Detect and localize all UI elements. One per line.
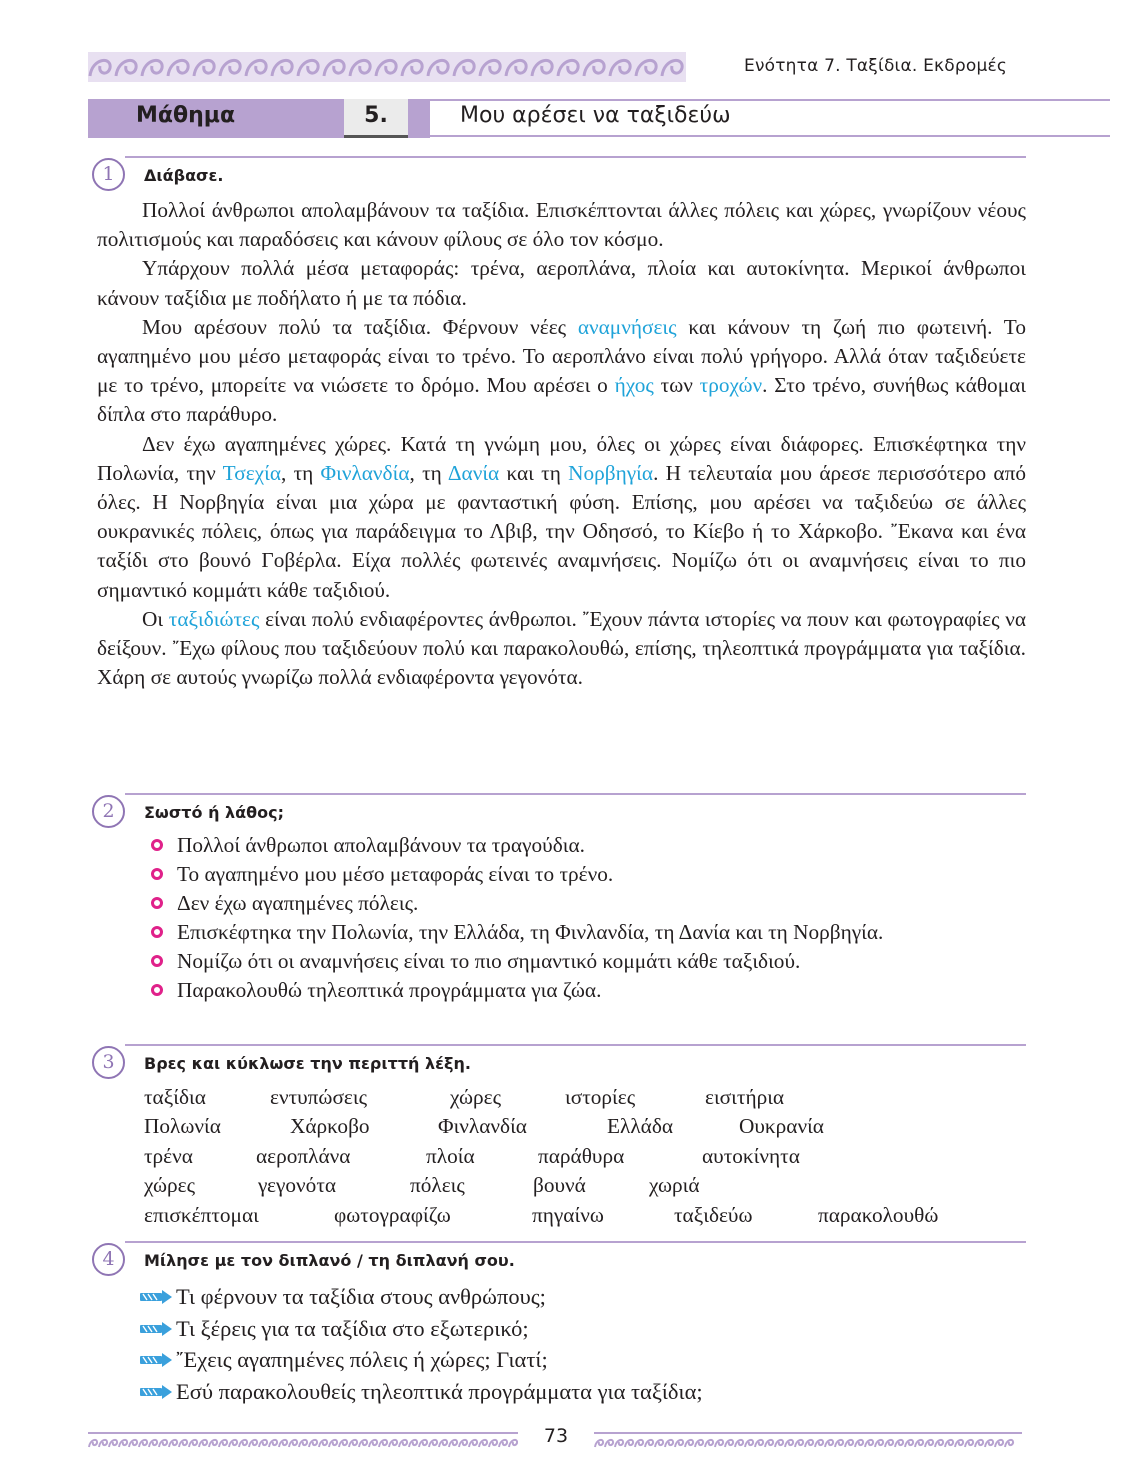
- exercise-title: Μίλησε με τον διπλανό / τη διπλανή σου.: [144, 1251, 515, 1270]
- statement-text: Παρακολουθώ τηλεοπτικά προγράμματα για ζώα.: [177, 978, 602, 1002]
- exercise-title: Σωστό ή λάθος;: [144, 803, 285, 822]
- list-item: [147, 889, 1026, 918]
- highlighted-word: Φινλανδία: [320, 460, 410, 485]
- word-item[interactable]: ιστορίες: [565, 1085, 636, 1109]
- exercise-4-header: [92, 1241, 1026, 1277]
- bullet-icon: [151, 926, 163, 938]
- lesson-label: Μάθημα: [136, 103, 236, 128]
- text-run: Οι: [142, 606, 169, 631]
- exercise-rule: [125, 156, 1026, 158]
- lesson-title: Μου αρέσει να ταξιδεύω: [460, 103, 731, 128]
- lesson-rule-top: [430, 99, 1110, 101]
- pencil-arrow-icon: [138, 1385, 172, 1399]
- word-item[interactable]: ταξιδεύω: [674, 1203, 753, 1227]
- statement-text: Επισκέφτηκα την Πολωνία, την Ελλάδα, τη Φινλανδία, τη Δανία και τη Νορβηγία.: [177, 920, 884, 944]
- discussion-questions: [138, 1281, 703, 1407]
- exercise-3-header: [92, 1044, 1026, 1080]
- text-run: των: [653, 373, 700, 398]
- list-item: [147, 860, 1026, 889]
- list-item: [147, 918, 1026, 947]
- question-text: Τι ξέρεις για τα ταξίδια στο εξωτερικό;: [176, 1315, 529, 1341]
- word-item[interactable]: Χάρκοβο: [290, 1114, 370, 1138]
- lesson-number: 5.: [364, 103, 388, 128]
- text-run: και κάνουν τη ζωή πιο φωτεινή. Το αγαπημένο μου μέσο μεταφοράς είναι το τρένο. Το αεροπλάνο είναι πολύ γρήγορο. Αλλά όταν ταξιδεύετε με το τρένο, μπορείτε να νιώσετε το δρόμο. Μου αρέσει ο: [97, 314, 1026, 398]
- lesson-accent-strip: [408, 99, 430, 138]
- lesson-header: [88, 99, 1022, 138]
- footer-wave-band-left: [88, 1431, 518, 1451]
- word-item[interactable]: χώρες: [144, 1173, 196, 1197]
- word-item[interactable]: αυτοκίνητα: [702, 1144, 800, 1168]
- word-item[interactable]: Φινλανδία: [438, 1114, 527, 1138]
- highlighted-word: τροχών: [699, 373, 763, 398]
- reading-text: [97, 196, 1026, 692]
- word-item[interactable]: Ελλάδα: [607, 1114, 674, 1138]
- exercise-number-badge: 4: [92, 1243, 125, 1276]
- text-run: είναι πολύ ενδιαφέροντες άνθρωποι. ῎Εχουν πάντα ιστορίες να πουν και φωτογραφίες να δείξουν. ῎Εχω φίλους που ταξιδεύουν πολύ και παρακολουθώ, επίσης, τηλεοπτικά προγράμματα για ταξίδια. Χάρη σε αυτούς γνωρίζω πολλά ενδιαφέροντα γεγονότα.: [97, 606, 1026, 690]
- word-item[interactable]: ταξίδια: [144, 1085, 206, 1109]
- word-item[interactable]: επισκέπτομαι: [144, 1203, 259, 1227]
- footer-wave-band-right: [594, 1431, 1022, 1451]
- list-item: [147, 976, 1026, 1005]
- statement-text: Πολλοί άνθρωποι απολαμβάνουν τα τραγούδια.: [177, 833, 585, 857]
- list-item: [138, 1344, 703, 1376]
- bullet-icon: [151, 839, 163, 851]
- exercise-rule: [125, 1044, 1026, 1046]
- word-item[interactable]: πλοία: [426, 1144, 475, 1168]
- exercise-number-badge: 2: [92, 795, 125, 828]
- reading-paragraph-1: Πολλοί άνθρωποι απολαμβάνουν τα ταξίδια. Επισκέπτονται άλλες πόλεις και χώρες, γνωρίζουν νέους πολιτισμούς και παραδόσεις και κάνουν φίλους σε όλο τον κόσμο.: [97, 198, 1026, 252]
- word-item[interactable]: εισιτήρια: [705, 1085, 785, 1109]
- text-run: Μου αρέσουν πολύ τα ταξίδια. Φέρνουν νέες: [142, 314, 578, 339]
- highlighted-word: ταξιδιώτες: [168, 606, 260, 631]
- decorative-wave-band: [88, 52, 686, 82]
- word-item[interactable]: παράθυρα: [538, 1144, 625, 1168]
- text-run: Δεν έχω αγαπημένες χώρες. Κατά τη γνώμη μου, όλες οι χώρες είναι διάφορες. Επισκέφτηκα την Πολωνία, την: [97, 431, 1026, 485]
- word-item[interactable]: Πολωνία: [144, 1114, 221, 1138]
- reading-paragraph-5: [97, 605, 1026, 693]
- pencil-arrow-icon: [138, 1322, 172, 1336]
- list-item: [147, 831, 1026, 860]
- word-item[interactable]: πόλεις: [410, 1173, 465, 1197]
- list-item: [138, 1281, 703, 1313]
- word-item[interactable]: βουνά: [533, 1173, 586, 1197]
- true-false-list: [147, 831, 1026, 1005]
- exercise-rule: [125, 793, 1026, 795]
- word-item[interactable]: πηγαίνω: [532, 1203, 604, 1227]
- word-item[interactable]: φωτογραφίζω: [334, 1203, 451, 1227]
- exercise-title: Διάβασε.: [144, 166, 224, 185]
- word-item[interactable]: αεροπλάνα: [256, 1144, 351, 1168]
- unit-title: Ενότητα 7. Ταξίδια. Εκδρομές: [744, 56, 1008, 76]
- word-item[interactable]: τρένα: [144, 1144, 193, 1168]
- list-item: [147, 947, 1026, 976]
- bullet-icon: [151, 868, 163, 880]
- pencil-arrow-icon: [138, 1290, 172, 1304]
- word-item[interactable]: γεγονότα: [258, 1173, 337, 1197]
- lesson-number-box: [344, 99, 408, 138]
- exercise-number-badge: 1: [92, 158, 125, 191]
- bullet-icon: [151, 984, 163, 996]
- exercise-rule: [125, 1241, 1026, 1243]
- page-number: 73: [543, 1425, 569, 1447]
- question-text: Εσύ παρακολουθείς τηλεοπτικά προγράμματα για ταξίδια;: [176, 1378, 703, 1404]
- statement-text: Δεν έχω αγαπημένες πόλεις.: [177, 891, 419, 915]
- highlighted-word: ήχος: [614, 373, 654, 398]
- exercise-2-header: [92, 793, 1026, 829]
- list-item: [138, 1313, 703, 1345]
- word-item[interactable]: χώρες: [450, 1085, 502, 1109]
- word-item[interactable]: χωριά: [649, 1173, 700, 1197]
- lesson-rule-bottom: [430, 135, 1110, 137]
- exercise-1-header: [92, 156, 1026, 192]
- highlighted-word: Δανία: [447, 460, 500, 485]
- text-run: και τη: [499, 460, 569, 485]
- reading-paragraph-4: [97, 430, 1026, 605]
- question-text: ῎Εχεις αγαπημένες πόλεις ή χώρες; Γιατί;: [176, 1347, 548, 1372]
- word-item[interactable]: Ουκρανία: [739, 1114, 824, 1138]
- bullet-icon: [151, 897, 163, 909]
- text-run: , τη: [409, 460, 448, 485]
- exercise-number-badge: 3: [92, 1046, 125, 1079]
- text-run: , τη: [280, 460, 321, 485]
- list-item: [138, 1376, 703, 1408]
- highlighted-word: αναμνήσεις: [577, 314, 677, 339]
- question-text: Τι φέρνουν τα ταξίδια στους ανθρώπους;: [176, 1284, 546, 1309]
- exercise-title: Βρες και κύκλωσε την περιττή λέξη.: [144, 1054, 471, 1073]
- pencil-arrow-icon: [138, 1353, 172, 1367]
- reading-paragraph-2: Υπάρχουν πολλά μέσα μεταφοράς: τρένα, αεροπλάνα, πλοία και αυτοκίνητα. Μερικοί άνθρωποι κάνουν ταξίδια με ποδήλατο ή με τα πόδια.: [97, 256, 1026, 310]
- statement-text: Νομίζω ότι οι αναμνήσεις είναι το πιο σημαντικό κομμάτι κάθε ταξιδιού.: [177, 949, 801, 973]
- bullet-icon: [151, 955, 163, 967]
- highlighted-word: Τσεχία: [222, 460, 281, 485]
- statement-text: Το αγαπημένο μου μέσο μεταφοράς είναι το τρένο.: [177, 862, 614, 886]
- highlighted-word: Νορβηγία: [568, 460, 654, 485]
- word-item[interactable]: εντυπώσεις: [270, 1085, 368, 1109]
- word-item[interactable]: παρακολουθώ: [818, 1203, 939, 1227]
- text-run: . Η τελευταία μου άρεσε περισσότερο από όλες. Η Νορβηγία είναι μια χώρα με φανταστική φύση. Επίσης, μου αρέσει να ταξιδεύω σε άλλες ουκρανικές πόλεις, όπως για παράδειγμα το Λβιβ, την Οδησσό, το Κίεβο ή το Χάρκοβο. ῎Εκανα και ένα ταξίδι στο βουνό Γοβέρλα. Είχα πολλές φωτεινές αναμνήσεις. Νομίζω ότι οι αναμνήσεις είναι το πιο σημαντικό κομμάτι κάθε ταξιδιού.: [97, 460, 1026, 602]
- text-run: . Στο τρένο, συνήθως κάθομαι δίπλα στο παράθυρο.: [97, 373, 1026, 427]
- reading-paragraph-3: [97, 313, 1026, 430]
